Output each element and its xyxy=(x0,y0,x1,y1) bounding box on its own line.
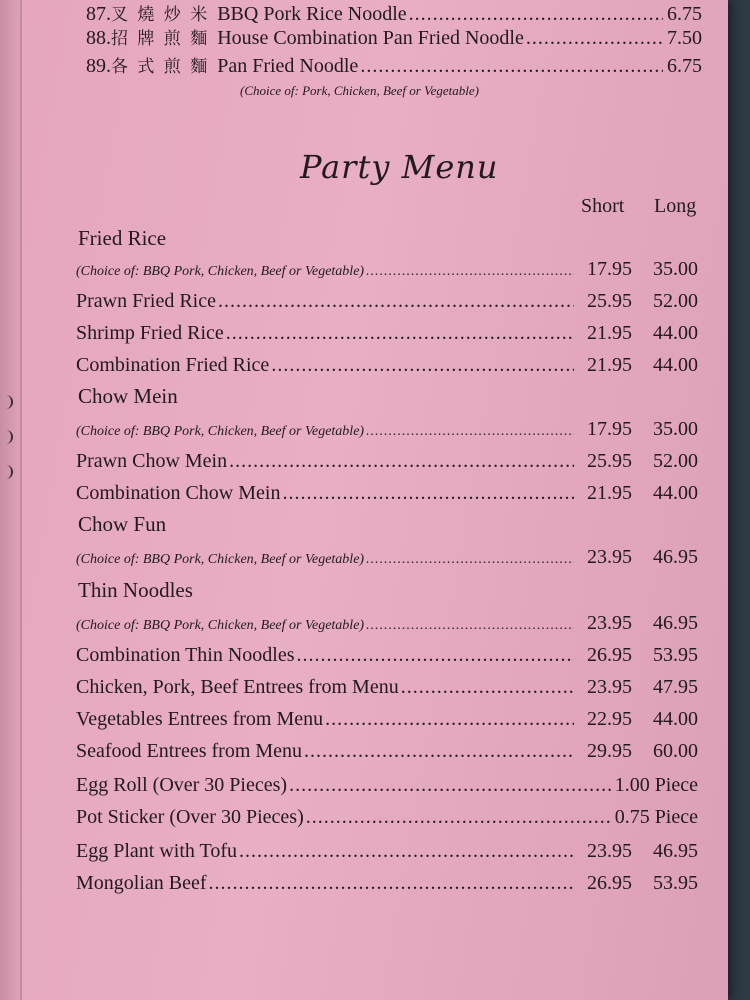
price-per-piece: 0.75 Piece xyxy=(614,806,698,828)
price-long: 53.95 xyxy=(653,644,698,666)
menu-row xyxy=(76,774,698,800)
item-name: BBQ Pork Rice Noodle xyxy=(217,3,407,25)
category-heading: Chow Fun xyxy=(78,512,167,536)
price-short: 17.95 xyxy=(587,258,632,280)
leader-dots xyxy=(526,27,663,50)
menu-item-89 xyxy=(86,52,702,76)
item-chinese-name: 叉 燒 炒 米 xyxy=(111,5,210,25)
item-name: Seafood Entrees from Menu xyxy=(76,740,303,762)
column-header-short: Short xyxy=(581,195,625,217)
perforation-line xyxy=(20,0,22,1000)
binding-strip xyxy=(0,0,22,1000)
menu-row xyxy=(76,322,698,348)
leader-dots xyxy=(409,3,663,26)
item-name: Pot Sticker (Over 30 Pieces) xyxy=(76,806,304,828)
leader-dots xyxy=(366,264,574,280)
item-name: Chicken, Pork, Beef Entrees from Menu xyxy=(76,676,399,698)
item-name: Egg Roll (Over 30 Pieces) xyxy=(76,774,288,796)
menu-row xyxy=(76,676,698,702)
price-short: 25.95 xyxy=(587,450,632,472)
menu-row xyxy=(76,482,698,508)
category-heading: Thin Noodles xyxy=(78,578,193,602)
price-short: 21.95 xyxy=(587,354,632,376)
menu-row xyxy=(76,450,698,476)
menu-item-88 xyxy=(86,24,702,48)
menu-row xyxy=(76,872,698,898)
price-short: 26.95 xyxy=(587,872,632,894)
item-name: Prawn Chow Mein xyxy=(76,450,228,472)
menu-item-87 xyxy=(86,0,702,24)
price-long: 35.00 xyxy=(653,258,698,280)
section-title: Party Menu xyxy=(300,148,499,186)
leader-dots xyxy=(401,676,574,699)
item-name: Prawn Fried Rice xyxy=(76,290,216,312)
choice-row xyxy=(76,612,698,638)
leader-dots xyxy=(271,354,574,377)
choice-row xyxy=(76,418,698,444)
price-long: 52.00 xyxy=(653,290,698,312)
price-per-piece: 1.00 Piece xyxy=(614,774,698,796)
item-name: Shrimp Fried Rice xyxy=(76,322,224,344)
price-long: 35.00 xyxy=(653,418,698,440)
price-short: 23.95 xyxy=(587,840,632,862)
item-name: Combination Chow Mein xyxy=(76,482,281,504)
choice-row xyxy=(76,258,698,284)
price-short: 21.95 xyxy=(587,482,632,504)
leader-dots xyxy=(209,872,574,895)
choice-note: (Choice of: BBQ Pork, Chicken, Beef or Vegetable) xyxy=(76,424,365,439)
price-long: 52.00 xyxy=(653,450,698,472)
price-short: 26.95 xyxy=(587,644,632,666)
price-long: 44.00 xyxy=(653,482,698,504)
item-chinese-name: 招 牌 煎 麵 xyxy=(111,29,210,49)
item-name: Combination Fried Rice xyxy=(76,354,270,376)
leader-dots xyxy=(289,774,613,797)
choice-note: (Choice of: BBQ Pork, Chicken, Beef or Vegetable) xyxy=(76,264,365,279)
menu-row xyxy=(76,290,698,316)
item-price: 7.50 xyxy=(667,27,702,49)
item-name: Vegetables Entrees from Menu xyxy=(76,708,324,730)
leader-dots xyxy=(366,424,574,440)
item-price: 6.75 xyxy=(667,55,702,77)
leader-dots xyxy=(304,740,574,763)
price-long: 47.95 xyxy=(653,676,698,698)
price-long: 44.00 xyxy=(653,708,698,730)
leader-dots xyxy=(229,450,574,473)
leader-dots xyxy=(226,322,574,345)
choice-note: (Choice of: BBQ Pork, Chicken, Beef or Vegetable) xyxy=(76,618,365,633)
category-heading: Chow Mein xyxy=(78,384,178,408)
menu-row xyxy=(76,708,698,734)
price-short: 23.95 xyxy=(587,612,632,634)
item-name: Pan Fried Noodle xyxy=(217,55,359,77)
item-number: 87. xyxy=(86,3,111,25)
price-long: 46.95 xyxy=(653,840,698,862)
item-price: 6.75 xyxy=(667,3,702,25)
menu-row xyxy=(76,740,698,766)
leader-dots xyxy=(360,55,663,78)
price-long: 53.95 xyxy=(653,872,698,894)
item-number: 88. xyxy=(86,27,111,49)
item-name: Egg Plant with Tofu xyxy=(76,840,238,862)
item-name: Combination Thin Noodles xyxy=(76,644,295,666)
menu-row xyxy=(76,354,698,380)
item-number: 89. xyxy=(86,55,111,77)
leader-dots xyxy=(218,290,574,313)
price-short: 23.95 xyxy=(587,676,632,698)
leader-dots xyxy=(297,644,574,667)
price-short: 22.95 xyxy=(587,708,632,730)
category-heading: Fried Rice xyxy=(78,226,167,250)
leader-dots xyxy=(325,708,574,731)
menu-row xyxy=(76,806,698,832)
price-long: 60.00 xyxy=(653,740,698,762)
price-short: 17.95 xyxy=(587,418,632,440)
item-chinese-name: 各 式 煎 麵 xyxy=(111,57,210,77)
price-long: 46.95 xyxy=(653,546,698,568)
price-long: 44.00 xyxy=(653,322,698,344)
price-short: 29.95 xyxy=(587,740,632,762)
price-short: 25.95 xyxy=(587,290,632,312)
column-header-long: Long xyxy=(654,195,697,217)
price-short: 21.95 xyxy=(587,322,632,344)
choice-row xyxy=(76,546,698,572)
price-short: 23.95 xyxy=(587,546,632,568)
item-name: House Combination Pan Fried Noodle xyxy=(217,27,524,49)
leader-dots xyxy=(366,552,574,568)
menu-row xyxy=(76,644,698,670)
choice-note: (Choice of: BBQ Pork, Chicken, Beef or Vegetable) xyxy=(76,552,365,567)
price-long: 44.00 xyxy=(653,354,698,376)
menu-row xyxy=(76,840,698,866)
leader-dots xyxy=(306,806,613,829)
choice-note: (Choice of: Pork, Chicken, Beef or Vegetable) xyxy=(240,83,479,98)
item-name: Mongolian Beef xyxy=(76,872,207,894)
leader-dots xyxy=(239,840,574,863)
leader-dots xyxy=(282,482,574,505)
price-long: 46.95 xyxy=(653,612,698,634)
leader-dots xyxy=(366,618,574,634)
